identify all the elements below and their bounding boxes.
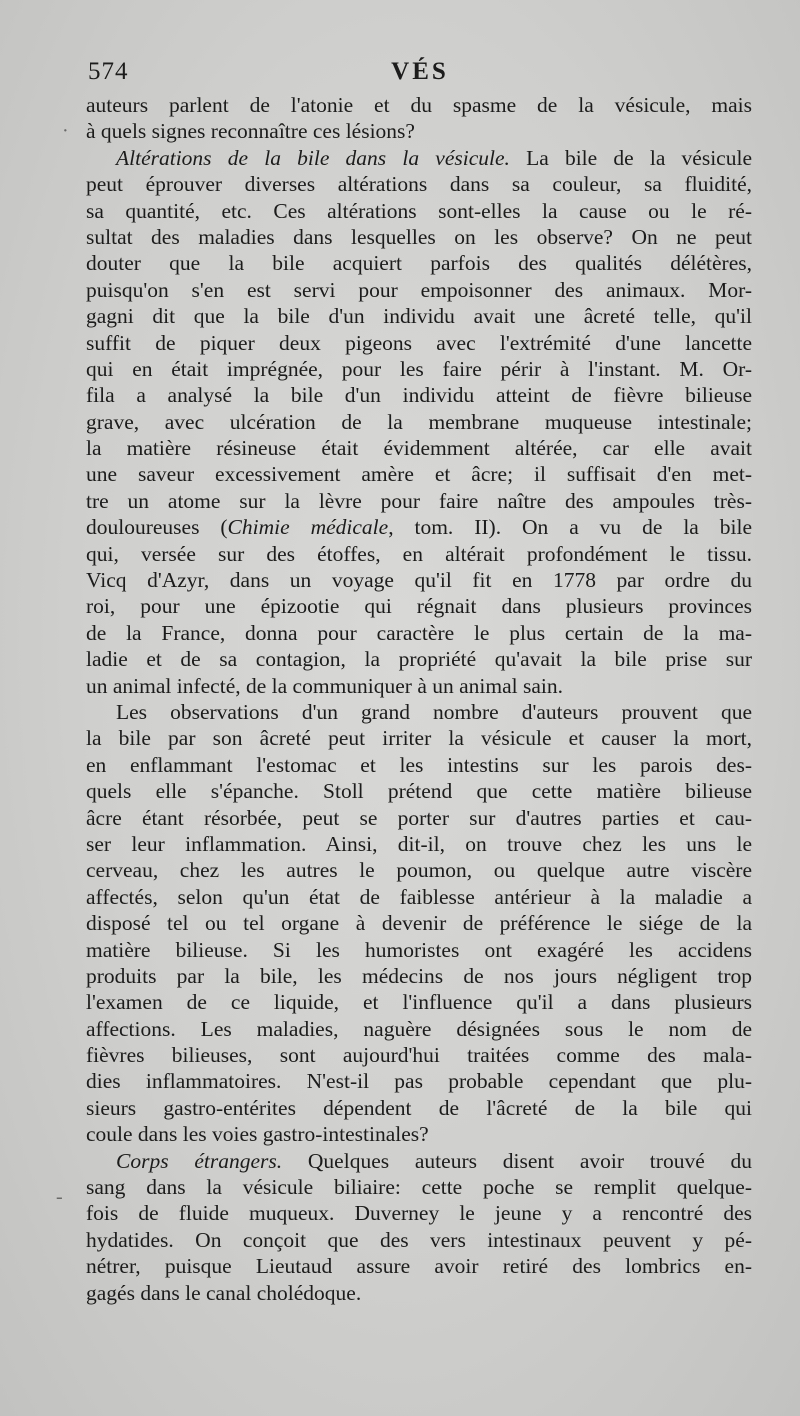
page-number: 574 [88,58,129,85]
line-text: fila a analysé la bile d'un individu atteint de fièvre bilieuse [86,383,752,408]
text-line [86,1016,752,1042]
text-line [86,277,752,303]
text-line [86,1280,752,1306]
text-line [86,831,752,857]
text-line [86,620,752,646]
line-text: coule dans les voies gastro-intestinales? [86,1122,429,1147]
text-line [86,1042,752,1068]
text-line [86,884,752,910]
text-line [86,725,752,751]
line-text: produits par la bile, les médecins de nos jours négligent trop [86,963,752,988]
line-text: matière bilieuse. Si les humoristes ont exagéré les accidens [86,937,752,962]
line-text: grave, avec ulcération de la membrane muqueuse intestinale; [86,409,752,434]
text-line [86,1227,752,1253]
line-text: à quels signes reconnaître ces lésions? [86,119,415,144]
text-line [86,224,752,250]
line-text: Vicq d'Azyr, dans un voyage qu'il fit en 1778 par ordre du [86,568,752,593]
text-line [86,1174,752,1200]
line-text: fois de fluide muqueux. Duverney le jeune y a rencontré des [86,1201,752,1226]
section-heading: Altérations de la bile dans la vésicule. [116,145,510,170]
line-text: affections. Les maladies, naguère désignées sous le nom de [86,1016,752,1041]
line-text: La bile de la vésicule [509,145,752,170]
text-line [86,382,752,408]
line-text: Quelques auteurs disent avoir trouvé du [282,1148,752,1173]
line-text: disposé tel ou tel organe à devenir de préférence le siége de la [86,911,752,936]
line-text: la matière résineuse était évidemment altérée, car elle avait [86,436,752,461]
text-line [86,409,752,435]
text-line [86,1121,752,1147]
text-line [86,593,752,619]
text-line [86,461,752,487]
line-text: sa quantité, etc. Ces altérations sont-elles la cause ou le ré- [86,198,752,223]
text-line [86,805,752,831]
text-line [86,646,752,672]
line-text-tail: , tom. II). On a vu de la bile [388,515,752,540]
text-line [86,910,752,936]
text-line [86,303,752,329]
line-text: tre un atome sur la lèvre pour faire naître des ampoules très- [86,488,752,513]
text-line [86,145,752,171]
line-text: gagni dit que la bile d'un individu avait une âcreté telle, qu'il [86,304,752,329]
line-text: suffit de piquer deux pigeons avec l'extrémité d'une lancette [86,330,752,355]
text-line [86,1148,752,1174]
text-line [86,963,752,989]
line-text: dies inflammatoires. N'est-il pas probable cependant que plu- [86,1069,752,1094]
line-text: hydatides. On conçoit que des vers intestinaux peuvent y pé- [86,1227,752,1252]
text-line [86,937,752,963]
line-text: roi, pour une épizootie qui régnait dans plusieurs provinces [86,594,752,619]
line-text: auteurs parlent de l'atonie et du spasme de la vésicule, mais [86,93,752,117]
text-line [86,92,752,118]
text-line [86,567,752,593]
line-text: un animal infecté, de la communiquer à un animal sain. [86,673,564,698]
text-line [86,778,752,804]
line-text: Les observations d'un grand nombre d'auteurs prouvent que [116,699,752,724]
text-line [86,514,752,540]
line-text: affectés, selon qu'un état de faiblesse antérieur à la maladie a [86,884,752,909]
line-text: sang dans la vésicule biliaire: cette poche se remplit quelque- [86,1175,752,1200]
text-line [86,1095,752,1121]
text-line [86,198,752,224]
text-line [86,857,752,883]
section-heading: Corps étrangers. [116,1148,283,1173]
line-text: en enflammant l'estomac et les intestins sur les parois des- [86,752,752,777]
text-line [86,989,752,1015]
line-text: l'examen de ce liquide, et l'influence qu'il a dans plusieurs [86,990,752,1015]
line-text: peut éprouver diverses altérations dans sa couleur, sa fluidité, [86,172,752,197]
text-line [86,435,752,461]
text-line [86,488,752,514]
text-line [86,171,752,197]
running-head: VÉS [391,58,449,85]
text-line [86,1068,752,1094]
line-text: gagés dans le canal cholédoque. [86,1280,362,1305]
text-line [86,250,752,276]
line-text: nétrer, puisque Lieutaud assure avoir retiré des lombrics en- [86,1254,752,1279]
text-line [86,541,752,567]
line-text: de la France, donna pour caractère le plus certain de la ma- [86,620,752,645]
text-line [86,699,752,725]
line-text: qui, versée sur des étoffes, en altérait profondément le tissu. [86,541,752,566]
line-text: sieurs gastro-entérites dépendent de l'âcreté de la bile qui [86,1095,752,1120]
line-text: douter que la bile acquiert parfois des qualités délétères, [86,251,752,276]
stray-mark: · [62,120,69,142]
line-text: sultat des maladies dans lesquelles on les observe? On ne peut [86,224,752,249]
line-text: cerveau, chez les autres le poumon, ou quelque autre viscère [86,858,752,883]
line-text: une saveur excessivement amère et âcre; il suffisait d'en met- [86,462,752,487]
line-text: puisqu'on s'en est servi pour empoisonner des animaux. Mor- [86,277,752,302]
body-text [86,92,752,1306]
text-line [86,752,752,778]
line-text: âcre étant résorbée, peut se porter sur d'autres parties et cau- [86,805,752,830]
line-text: quels elle s'épanche. Stoll prétend que cette matière bilieuse [86,779,752,804]
page-header [88,58,752,94]
stray-mark: - [56,1186,63,1208]
line-text: douloureuses ( [86,515,228,540]
line-text: ladie et de sa contagion, la propriété qu'avait la bile prise sur [86,647,752,672]
text-line [86,118,752,144]
text-line [86,330,752,356]
text-line [86,673,752,699]
line-text: la bile par son âcreté peut irriter la vésicule et causer la mort, [86,726,752,751]
line-text: ser leur inflammation. Ainsi, dit-il, on trouve chez les uns le [86,831,752,856]
line-text: qui en était imprégnée, pour les faire périr à l'instant. M. Or- [86,356,752,381]
cited-work-title: Chimie médicale [227,515,389,540]
text-line [86,356,752,382]
line-text: fièvres bilieuses, sont aujourd'hui traitées comme des mala- [86,1043,752,1068]
text-line [86,1200,752,1226]
text-line [86,1253,752,1279]
